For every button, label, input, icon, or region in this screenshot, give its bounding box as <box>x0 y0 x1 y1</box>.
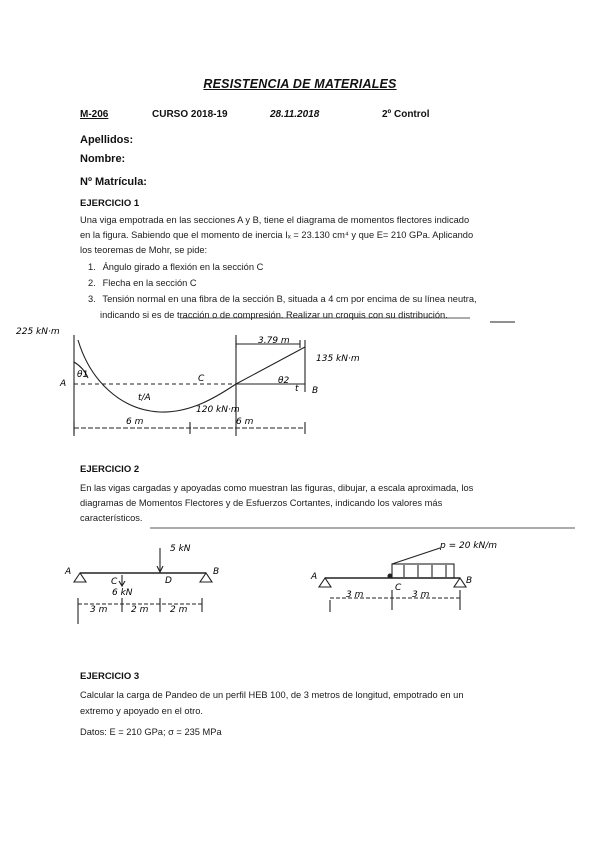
course: CURSO 2018-19 <box>152 109 228 120</box>
ex2-text-line3: característicos. <box>80 513 143 523</box>
item-text: Flecha en la sección C <box>102 278 197 288</box>
fig1-label-a: A <box>65 567 72 577</box>
label-c: C <box>198 374 205 384</box>
load-leader <box>392 548 440 564</box>
fig1-label-d: D <box>165 576 172 586</box>
fig1-label-b: B <box>213 567 220 577</box>
distributed-load-box <box>392 564 454 578</box>
pin-support-a2 <box>319 578 331 587</box>
exercise-2-heading: EJERCICIO 2 <box>80 464 140 475</box>
item-text: Ángulo girado a flexión en la sección C <box>102 262 264 272</box>
label-theta: θ1 <box>77 370 89 380</box>
label-a: A <box>60 379 67 389</box>
ex3-data: Datos: E = 210 GPa; σ = 235 MPa <box>80 727 222 737</box>
item-number: 2. <box>88 278 96 288</box>
moment-right-label: 135 kN·m <box>316 354 360 364</box>
label-curve: t/A <box>138 393 151 403</box>
exam-type: 2º Control <box>382 109 430 120</box>
span-right-label: 6 m <box>236 417 254 427</box>
ex2-text-line2: diagramas de Momentos Flectores y de Esfuerzos Cortantes, indicando los valores más <box>80 498 443 508</box>
exercise-1-heading: EJERCICIO 1 <box>80 198 140 209</box>
label-t: t <box>295 384 299 394</box>
ex1-item-3-continuation: indicando si es de tracción o de compresión. Realizar un croquis con su distribución. <box>100 310 448 320</box>
fig1-span-3: 2 m <box>170 605 188 615</box>
moment-mid-label: 120 kN·m <box>196 405 240 415</box>
exam-code: M-206 <box>80 109 109 120</box>
item-text: Tensión normal en una fibra de la sección B, situada a 4 cm por encima de su línea neutra, <box>102 294 477 304</box>
load-top-label: 5 kN <box>170 544 191 554</box>
ex3-text-line2: extremo y apoyado en el otro. <box>80 706 203 716</box>
load-mid-label: 6 kN <box>112 588 133 598</box>
label-b: B <box>312 386 319 396</box>
fig2-label-a: A <box>311 572 318 582</box>
fig2-span-1: 3 m <box>346 590 364 600</box>
support-b2 <box>454 578 466 587</box>
exam-date: 28.11.2018 <box>270 109 320 120</box>
fig2-label-b: B <box>466 576 473 586</box>
pin-support-a <box>74 573 86 582</box>
span-left-label: 6 m <box>126 417 144 427</box>
ex2-text-line1: En las vigas cargadas y apoyadas como muestran las figuras, dibujar, a escala aproximada, los <box>80 483 474 493</box>
fig2-span-2: 3 m <box>412 590 430 600</box>
page-title: RESISTENCIA DE MATERIALES <box>203 77 397 91</box>
name-field: Nombre: <box>80 153 126 165</box>
fig1-span-2: 2 m <box>131 605 149 615</box>
moment-left-label: 225 kN·m <box>16 327 60 337</box>
ex3-text-line1: Calcular la carga de Pandeo de un perfil HEB 100, de 3 metros de longitud, empotrado en un <box>80 690 464 700</box>
item-number: 3. <box>88 294 96 304</box>
ex1-intro-line2: en la figura. Sabiendo que el momento de inercia Iₓ = 23.130 cm⁴ y que E= 210 GPa. Aplicando <box>80 230 474 240</box>
ex1-intro-line1: Una viga empotrada en las secciones A y B, tiene el diagrama de momentos flectores indicado <box>80 215 470 225</box>
item-number: 1. <box>88 262 96 272</box>
roller-support-b <box>200 573 212 582</box>
fig2-load-label: p = 20 kN/m <box>440 541 498 551</box>
fig2-label-c: C <box>395 583 402 593</box>
exercise-3-heading: EJERCICIO 3 <box>80 671 140 682</box>
student-id-field: Nº Matrícula: <box>80 176 147 188</box>
fig1-span-1: 3 m <box>90 605 108 615</box>
fig1-label-c: C <box>111 577 118 587</box>
label-theta-2: θ2 <box>278 376 290 386</box>
surname-field: Apellidos: <box>80 134 134 146</box>
dist-top-label: 3.79 m <box>258 336 290 346</box>
ex1-intro-line3: los teoremas de Mohr, se pide: <box>80 245 208 255</box>
